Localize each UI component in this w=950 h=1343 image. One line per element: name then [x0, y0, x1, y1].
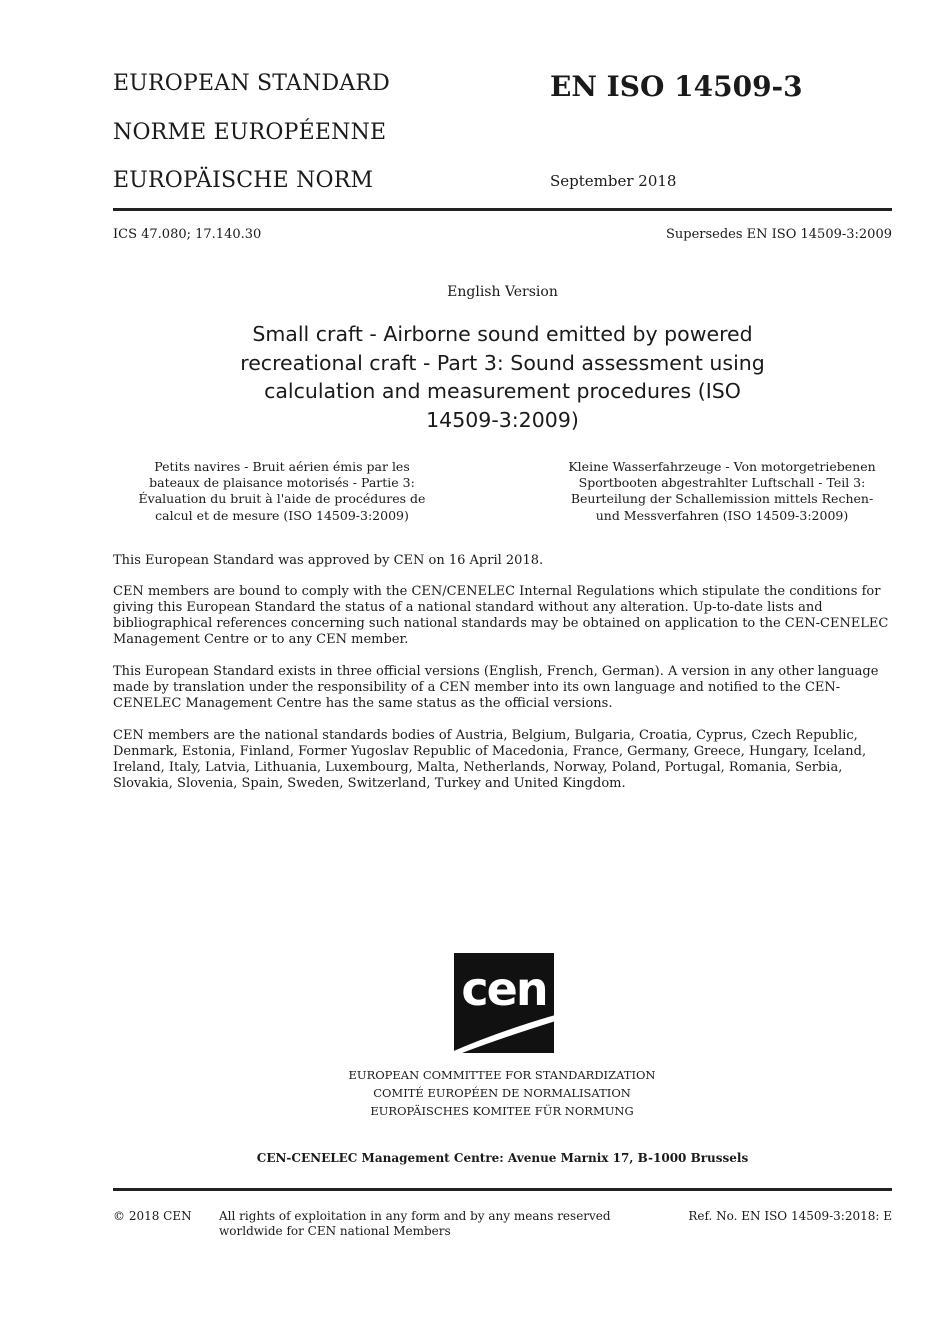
title-line: 14509-3:2009) [426, 407, 579, 432]
organization-names [0, 1066, 950, 1120]
heading-de: EUROPÄISCHE NORM [113, 168, 374, 193]
subtitle-line: bateaux de plaisance motorisés - Partie 3: [149, 475, 415, 491]
top-rule [113, 208, 892, 211]
bottom-rule [113, 1188, 892, 1191]
rights-notice [219, 1209, 639, 1238]
members-paragraph: CEN members are the national standards bodies of Austria, Belgium, Bulgaria, Croatia, Cyprus, Czech Republic, Denmark, Estonia, Finland, Former Yugoslav Republic of Macedonia, France, Germany, Greece, Hungary, Iceland, Ireland, Italy, Latvia, Lithuania, Luxembourg, Malta, Netherlands, Norway, Poland, Portugal, Romania, Serbia, Slovakia, Slovenia, Spain, Sweden, Switzerland, Turkey and United Kingdom. [113, 728, 867, 791]
document-title [113, 320, 892, 434]
publication-date: September 2018 [550, 172, 677, 190]
org-name-fr: COMITÉ EUROPÉEN DE NORMALISATION [373, 1086, 631, 1100]
title-line: recreational craft - Part 3: Sound assessment using [240, 350, 765, 375]
heading-en: EUROPEAN STANDARD [113, 71, 391, 96]
approval-paragraph: This European Standard was approved by CEN on 16 April 2018. [113, 553, 544, 568]
compliance-paragraph: CEN members are bound to comply with the CEN/CENELEC Internal Regulations which stipulate the conditions for giving this European Standard the status of a national standard without any alteration. Up-to-date lists and bibliographical references concerning such national standards may be obtained on application to the CEN-CENELEC Management Centre or to any CEN member. [113, 584, 889, 647]
subtitle-french [132, 459, 432, 524]
subtitle-german [552, 459, 892, 524]
subtitle-line: Évaluation du bruit à l'aide de procédures de [138, 491, 426, 507]
versions-paragraph: This European Standard exists in three official versions (English, French, German). A version in any other language made by translation under the responsibility of a CEN member into its own language and notified to the CEN-CENELEC Management Centre has the same status as the official versions. [113, 664, 879, 711]
subtitle-line: Sportbooten abgestrahlter Luftschall - Teil 3: [578, 475, 866, 491]
rights-line: worldwide for CEN national Members [219, 1223, 451, 1238]
standard-number: EN ISO 14509-3 [550, 70, 803, 103]
subtitle-line: und Messverfahren (ISO 14509-3:2009) [595, 507, 849, 523]
copyright: © 2018 CEN [113, 1209, 192, 1223]
org-name-de: EUROPÄISCHES KOMITEE FÜR NORMUNG [370, 1104, 634, 1118]
org-name-en: EUROPEAN COMMITTEE FOR STANDARDIZATION [348, 1068, 656, 1082]
subtitle-line: calcul et de mesure (ISO 14509-3:2009) [155, 507, 409, 523]
title-line: calculation and measurement procedures (ISO [264, 379, 741, 403]
title-line: Small craft - Airborne sound emitted by powered [252, 322, 753, 346]
reference-number: Ref. No. EN ISO 14509-3:2018: E [688, 1209, 892, 1223]
management-centre-address: CEN-CENELEC Management Centre: Avenue Marnix 17, B-1000 Brussels [256, 1151, 749, 1165]
heading-fr: NORME EUROPÉENNE [113, 120, 387, 145]
rights-line: All rights of exploitation in any form and by any means reserved [219, 1209, 611, 1223]
version-label: English Version [447, 284, 558, 300]
cen-logo-icon [454, 953, 554, 1053]
supersedes-note: Supersedes EN ISO 14509-3:2009 [665, 227, 892, 242]
ics-code: ICS 47.080; 17.140.30 [113, 227, 262, 242]
subtitle-line: Petits navires - Bruit aérien émis par les [154, 459, 410, 474]
subtitle-line: Beurteilung der Schallemission mittels Rechen- [570, 491, 874, 507]
subtitle-line: Kleine Wasserfahrzeuge - Von motorgetriebenen [568, 459, 876, 474]
svg-text:cen: cen [461, 962, 547, 1016]
